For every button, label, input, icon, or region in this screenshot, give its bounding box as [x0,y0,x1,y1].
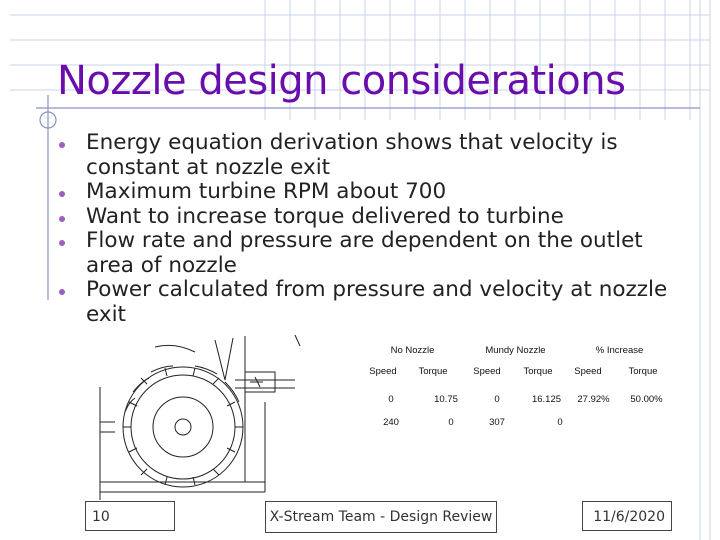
bullet-item: Want to increase torque delivered to turbine [56,205,696,230]
bullet-item: Energy equation derivation shows that velocity is constant at nozzle exit [56,131,696,180]
column-header: Torque [523,366,553,377]
table-cell: 240 [383,417,399,428]
table-cell: 0 [388,394,394,405]
bullet-dot-icon [59,191,65,197]
column-header: Speed [369,366,397,377]
bullet-item: Maximum turbine RPM about 700 [56,180,696,205]
turbine-drawing [95,332,360,500]
bullet-dot-icon [59,142,65,148]
footer-date: 11/6/2020 [582,501,672,531]
group-header-percent-increase: % Increase [595,345,644,356]
bullet-dot-icon [59,240,65,246]
bullet-item: Power calculated from pressure and velocity at nozzle exit [56,278,696,327]
column-header: Speed [574,366,602,377]
table-cell: 16.125 [531,394,562,405]
slide-title: Nozzle design considerations [57,58,626,104]
table-cell: 50.00% [630,394,663,405]
slide-number: 10 [85,501,175,531]
table-cell: 27.92% [577,394,610,405]
table-cell: 0 [494,394,500,405]
group-header-no-nozzle: No Nozzle [390,345,435,356]
bullet-dot-icon [59,289,65,295]
column-header: Torque [628,366,658,377]
table-cell: 307 [489,417,505,428]
bullet-item: Flow rate and pressure are dependent on the outlet area of nozzle [56,229,696,278]
bullet-dot-icon [59,216,65,222]
table-cell: 0 [557,417,563,428]
column-header: Speed [473,366,501,377]
table-cell: 0 [448,417,454,428]
footer-text: X-Stream Team - Design Review [265,501,497,533]
table-cell: 10.75 [434,394,458,405]
group-header-mundy-nozzle: Mundy Nozzle [485,345,546,356]
column-header: Torque [418,366,448,377]
bullet-list [56,131,696,327]
